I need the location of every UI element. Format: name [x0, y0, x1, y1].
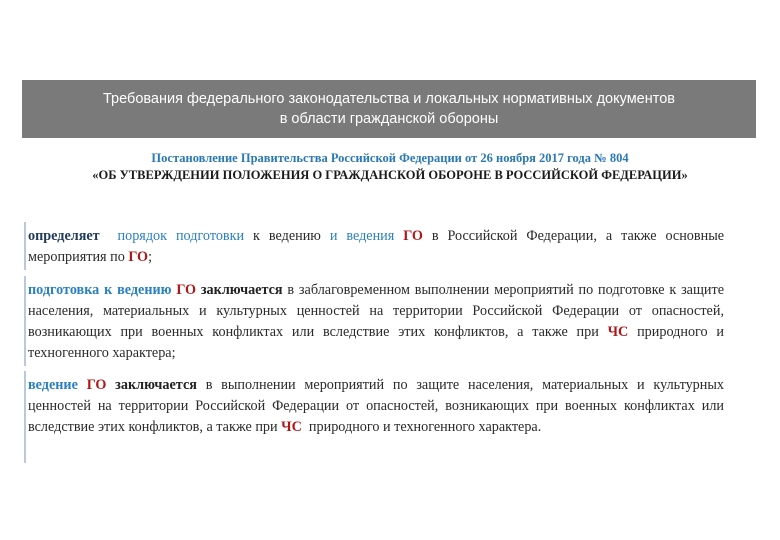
term-defines: определяет [28, 228, 100, 244]
paragraph-accent-bar [24, 222, 26, 270]
slide-title-line-1: Требования федерального законодательства и локальных нормативных документов [103, 91, 675, 107]
term-preparation: подготовка к ведению [28, 282, 172, 298]
abbr-chs: ЧС [607, 324, 629, 340]
term-conduct: ведение [28, 377, 78, 393]
decree-reference [40, 150, 740, 184]
paragraph-defines: определяет порядок подготовки к ведению и ведения ГО в Российской Федерации, а также основные мероприятия по ГО; [28, 228, 725, 265]
abbr-go: ГО [176, 282, 197, 298]
abbr-go: ГО [403, 228, 423, 244]
paragraph-accent-bar [24, 371, 26, 463]
abbr-go: ГО [128, 249, 149, 265]
paragraph-accent-bar [24, 276, 26, 366]
term-preparation-order: порядок подготовки [117, 228, 245, 244]
decree-name: «ОБ УТВЕРЖДЕНИИ ПОЛОЖЕНИЯ О ГРАЖДАНСКОЙ ОБОРОНЕ В РОССИЙСКОЙ ФЕДЕРАЦИИ» [92, 168, 688, 182]
term-consists: заключается [106, 377, 197, 393]
paragraph-conduct: ведение ГО заключается в выполнении мероприятий по защите населения, материальных и культурных ценностей на территории Российской Федерации от опасностей, возникающих при военных конфликтах или вследствие этих конфликтов, а также при ЧС природного и техногенного характера. [28, 377, 724, 435]
term-consists: заключается [196, 282, 283, 298]
term-and-conduct: и ведения [329, 228, 395, 244]
paragraph-preparation: подготовка к ведению ГО заключается в заблаговременном выполнении мероприятий по подготовке к защите населения, материальных и культурных ценностей на территории Российской Федерации от опасностей, возникающих при военных конфликтах или вследствие этих конфликтов, а также при ЧС природного и техногенного характера; [28, 282, 724, 361]
decree-title: Постановление Правительства Российской Федерации от 26 ноября 2017 года № 804 [151, 151, 629, 165]
abbr-chs: ЧС [281, 419, 302, 435]
slide-title-banner [22, 80, 756, 138]
slide-title-line-2: в области гражданской обороны [279, 111, 499, 127]
abbr-go: ГО [86, 377, 107, 393]
